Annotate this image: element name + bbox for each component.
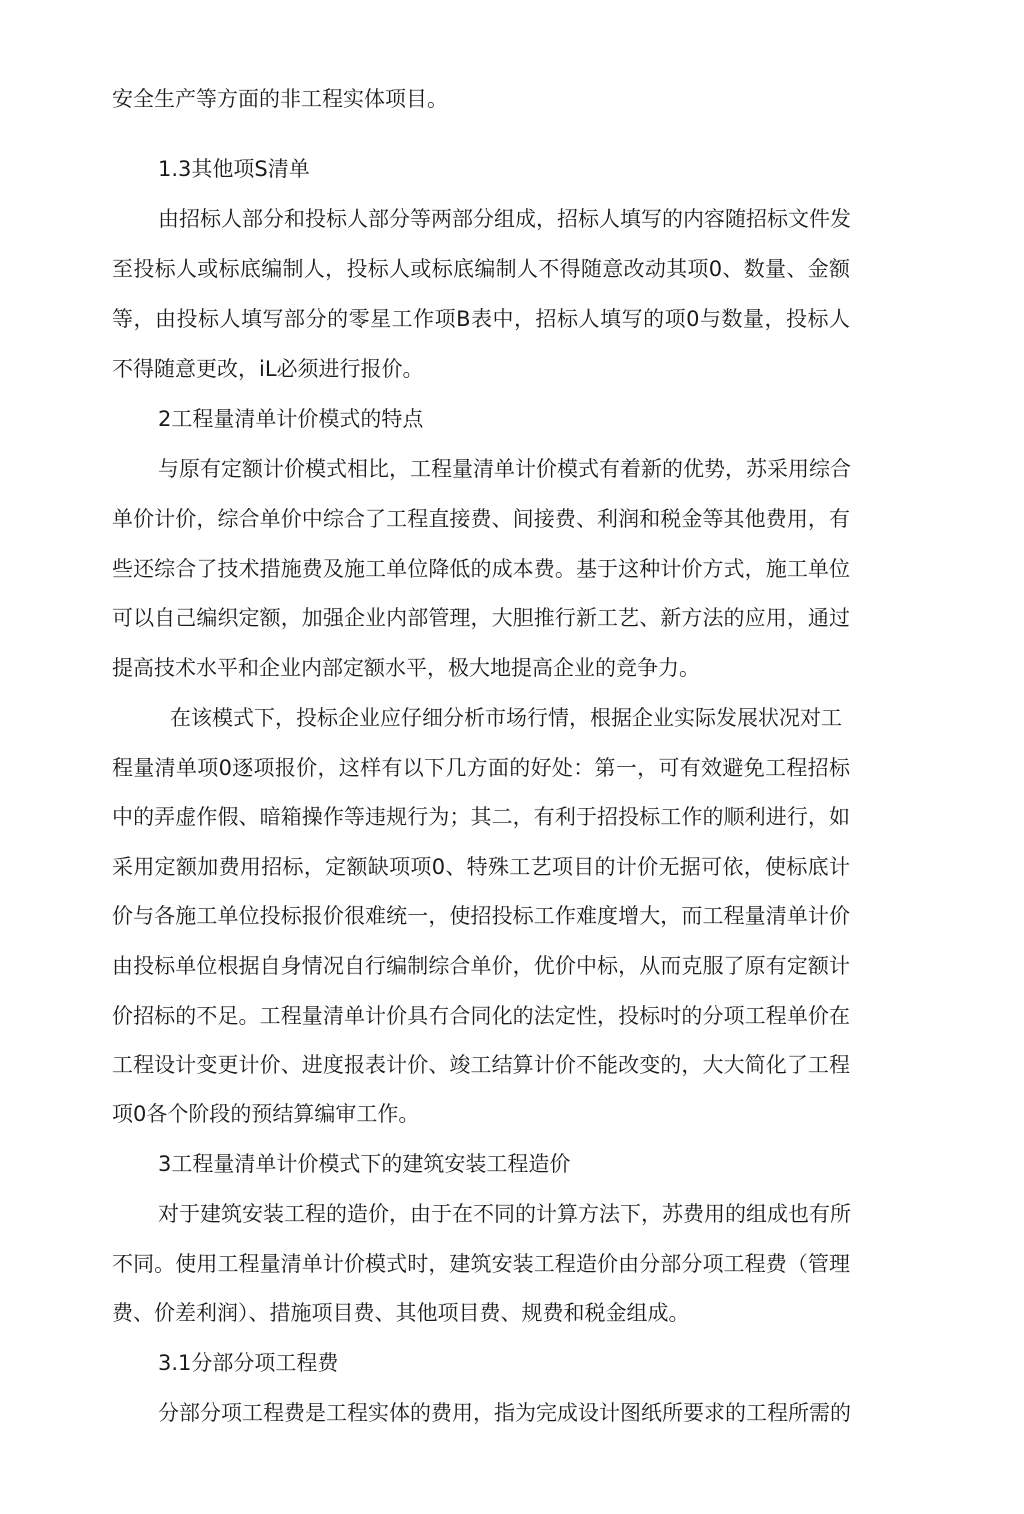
text-line: 分部分项工程费是工程实体的费用，指为完成设计图纸所要求的工程所需的	[158, 1401, 851, 1425]
text-line: 至投标人或标底编制人，投标人或标底编制人不得随意改动其项0、数量、金额	[112, 257, 850, 281]
text-line: 由投标单位根据自身情况自行编制综合单价，优价中标，从而克服了原有定额计	[112, 954, 850, 978]
section-heading: 1.3其他项S清单	[158, 157, 310, 181]
section-heading: 3.1分部分项工程费	[158, 1351, 339, 1375]
text-line: 单价计价，综合单价中综合了工程直接费、间接费、利润和税金等其他费用，有	[112, 507, 850, 531]
text-line: 可以自己编织定额，加强企业内部管理，大胆推行新工艺、新方法的应用，通过	[112, 606, 850, 630]
text-line: 价招标的不足。工程量清单计价具冇合同化的法定性，投标吋的分项工程单价在	[112, 1004, 850, 1028]
text-line: 安全生产等方面的非工程实体项目。	[112, 87, 448, 111]
section-heading: 2工程量清单计价模式的特点	[158, 407, 424, 431]
text-line: 采用定额加费用招标，定额缺项项0、特殊工艺项目的计价无据可依，使标底计	[112, 855, 850, 879]
text-line: 对于建筑安装工程的造价，由于在不同的计算方法下，苏费用的组成也有所	[158, 1202, 851, 1226]
text-line: 提高技术水平和企业内部定额水平，极大地提高企业的竞争力。	[112, 656, 700, 680]
text-line: 等，由投标人填写部分的零星工作项B表中，招标人填写的项0与数量，投标人	[112, 307, 850, 331]
text-line: 价与各施工单位投标报价很难统一，使招投标工作难度增大，而工程量清单计价	[112, 904, 850, 928]
text-line: 由招标人部分和投标人部分等两部分组成，招标人填写的内容随招标文件发	[158, 207, 851, 231]
text-line: 不同。使用工程量清单计价模式时，建筑安装工程造价由分部分项工程费（管理	[112, 1252, 850, 1276]
text-line: 程量清单项0逐项报价，这样有以下几方面的好处：第一，可有效避免工程招标	[112, 756, 850, 780]
text-line: 中的弄虚作假、暗箱操作等违规行为；其二，有利于招投标工作的顺利进行，如	[112, 805, 850, 829]
section-heading: 3工程量清单计价模式下的建筑安装工程造价	[158, 1152, 571, 1176]
text-line: 工程设计变更计价、进度报表计价、竣工结算计价不能改变的，大大简化了工程	[112, 1053, 850, 1077]
text-line: 与原有定额计价模式相比，工程量清单计价模式有着新的优势，苏采用综合	[158, 457, 851, 481]
text-line: 项0各个阶段的预结算编审工作。	[112, 1102, 420, 1126]
text-line: 不得随意更改，iL必须进行报价。	[112, 357, 424, 381]
text-line: 在该模式下，投标企业应仔细分析市场行情，根据企业实际发展状况对工	[170, 706, 842, 730]
text-line: 些还综合了技术措施费及施工单位降低的成本费。基于这种计价方式，施工单位	[112, 557, 850, 581]
text-line: 费、价差利润）、措施项目费、其他项目费、规费和税金组成。	[112, 1301, 690, 1325]
